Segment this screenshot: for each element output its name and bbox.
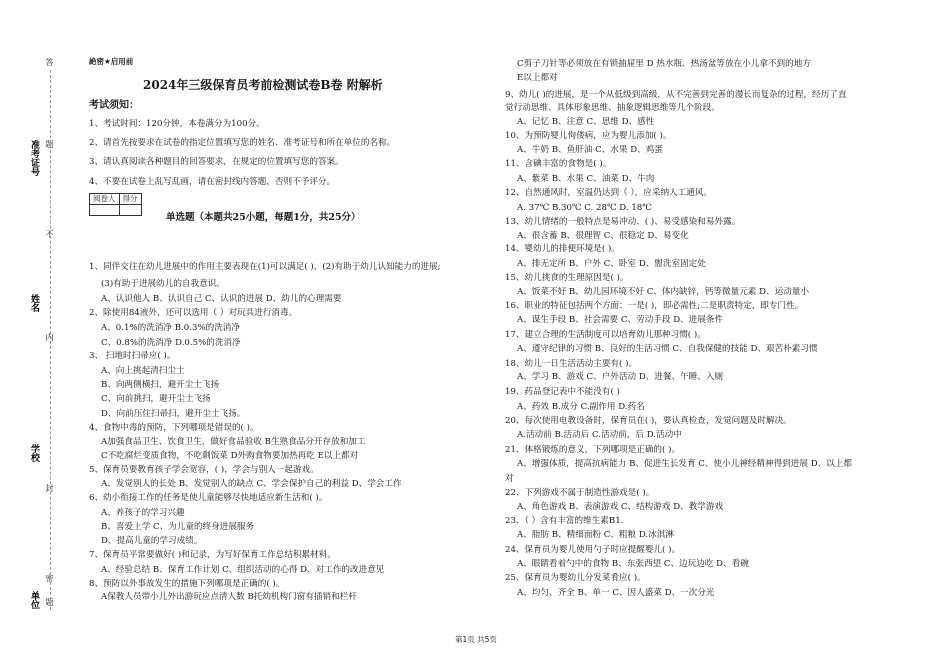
question-line: 18、幼儿一日生活活动主要有( )。 [505, 359, 638, 369]
question-line: C不吃腐烂变质食物，不吃剩饭菜 D外购食物要加热再吃 E以上都对 [101, 451, 359, 461]
question-line: 觉行动思维、具体形象思维、抽象逻辑思维等几个阶段。 [505, 103, 720, 113]
question-line: A、谋生手段 B、社会需要 C、劳动手段 D、进展条件 [517, 315, 724, 325]
question-line: A、0.1%的洗消净 B.0.3%的洗消净 [101, 323, 240, 333]
question-line: 11、含碘丰富的食物是( )。 [505, 159, 612, 169]
section-title: 单选题（本题共25小题，每题1分，共25分） [166, 212, 361, 223]
margin-label: 姓名 [29, 294, 39, 312]
question-line: 6、幼小衔接工作的任务是使儿童能够尽快地适应新生活和( )。 [89, 493, 328, 503]
question-line: 9、幼儿( )的进展，是一个从低级到高级，从不完善到完善的漫长而复杂的过程，经历了直 [505, 90, 847, 100]
question-line: A、很含蓄 B、很理智 C、很稳定 D、易变化 [517, 231, 689, 241]
question-line: 14、婴幼儿的排便环境是( )。 [505, 244, 620, 254]
notice-item: 4、不要在试卷上乱写乱画，请在密封线内答题，否则不予评分。 [89, 177, 336, 187]
margin-seal-text: 题 [45, 598, 54, 606]
question-line: 23、（ ）含有丰富的维生素B1. [505, 516, 624, 526]
exam-title: 2024年三级保育员考前检测试卷B卷 附解析 [143, 78, 383, 92]
question-line: A、经验总结 B、保育工作计划 C、组织活动的心得 D、对工作的改进意见 [101, 565, 385, 575]
question-line: 4、食物中毒的预防，下列哪项是错误的( )。 [89, 423, 259, 433]
question-line: A、牛奶 B、鱼肝油 C、水果 D、鸡蛋 [517, 145, 663, 155]
question-line: A、药效 B.成分 C.副作用 D.药名 [517, 402, 645, 412]
reviewer-cell: 阅卷人 [90, 194, 120, 205]
question-line: 19、药品登记表中不能没有( ) [505, 387, 620, 397]
reviewer-input[interactable] [90, 205, 120, 216]
question-line: 3、 扫地时扫帚应( )。 [89, 351, 176, 361]
question-line: A保教人员带小儿外出游玩应点清人数 B托幼机构门窗有插销和栏杆 [101, 592, 357, 602]
question-line: C、0.8%的洗消净 D.0.5%的洗消净 [101, 338, 241, 348]
question-line: 12、自然通风时，室温仍达到（ ），应采纳人工通风。 [505, 188, 713, 198]
confidential-note: 絶密★启用前 [89, 57, 134, 66]
question-line: D、向前压住扫帚扫，避开尘土飞扬。 [101, 409, 246, 419]
question-line: 2、除使用84液外，还可以选用（ ）对玩具进行消毒。 [89, 308, 298, 318]
margin-seal-text: 封 [45, 484, 54, 492]
score-input[interactable] [119, 205, 141, 216]
question-line: 对 [505, 474, 514, 484]
question-line: 21、体格锻炼的意义，下列哪项是正确的( )。 [505, 445, 681, 455]
margin-label: 学校 [29, 444, 39, 462]
question-line: A加强食品卫生、饮食卫生，做好食品验收 B生熟食品分开存放和加工 [101, 437, 366, 447]
question-line: A、记忆 B、注意 C、思维 D、感性 [517, 117, 655, 127]
question-line: A、向上挑起清扫尘土 [101, 366, 185, 376]
question-line: 10、为预防婴儿佝偻病，应为婴儿添加( )。 [505, 131, 672, 141]
margin-label: 准考证号 [29, 140, 39, 176]
question-line: D、提高儿童的学习成绩。 [101, 536, 203, 546]
notice-item: 1、考试时间：120分钟，本卷满分为100分。 [89, 119, 265, 129]
question-line: 16、职业的特征包括两个方面：一是( )，即必需性;二是职责特定，即专门性。 [505, 301, 804, 311]
question-line: A、眼睛看着勺中的食物 B、东张西望 C、边玩边吃 D、看碗 [517, 559, 749, 569]
question-line: 25、保育员为婴幼儿分发菜肴应( )。 [505, 573, 646, 583]
margin-seal-text: 不 [45, 230, 54, 238]
margin-seal-text: 答 [45, 58, 54, 66]
question-line: A、均匀、齐全 B、单一 C、因人盛菜 D、一次分光 [517, 588, 715, 598]
margin-label: 单位 [29, 591, 39, 609]
question-line: C剪子刀针等必须放在有锁抽屉里 D 热水瓶、热汤盆等放在小儿拿不到的地方 [517, 59, 811, 69]
question-line: C、向前挑扫，避开尘土飞扬 [101, 394, 211, 404]
question-line: 24、保育员为婴儿使用勺子时应提醒婴儿( )。 [505, 545, 681, 555]
question-line: 7、保育员平常要做好( )和记录，为写好保育工作总结积累材料。 [89, 550, 336, 560]
question-line: 5、保育员要教育孩子学会宽容，( )，学会与别人一起游戏。 [89, 465, 319, 475]
question-line: A、认识他人 B、认识自己 C、认识的进展 D、幼儿的心理需要 [101, 294, 342, 304]
margin-seal-text: 密 [45, 574, 54, 582]
question-line: A、学习 B、游戏 C、户外活动 D、进餐、午睡、入厕 [517, 372, 724, 382]
question-line: A、角色游戏 B、表演游戏 C、结构游戏 D、教学游戏 [517, 502, 724, 512]
question-line: A. 37℃ B.30℃ C. 28℃ D. 18℃ [517, 203, 652, 213]
question-line: B、喜爱上学 C、为儿童的终身进展服务 [101, 522, 255, 532]
question-line: A、养孩子的学习兴趣 [101, 508, 185, 518]
page-footer: 第1页 共5页 [455, 635, 497, 644]
question-line: (3)有助于进展幼儿的自我意识。 [101, 279, 225, 289]
question-line: 17、建立合理的生活制度可以培育幼儿那种习惯( )。 [505, 330, 706, 340]
margin-seal-text: 题 [45, 140, 54, 148]
notice-item: 3、请认真阅读各种题目的回答要求，在规定的位置填写您的答案。 [89, 157, 344, 167]
question-line: 13、幼儿情绪的一般特点是易冲动、( )、易受感染和易外露。 [505, 217, 741, 227]
question-line: A.活动前 B.活动后 C.活动前，后 D.活动中 [517, 430, 682, 440]
score-cell: 得分 [119, 194, 141, 205]
question-line: 1、同伴交往在幼儿进展中的作用主要表现在(1)可以满足( )，(2)有助于幼儿认知能力的进展; [89, 262, 441, 272]
score-table [89, 193, 142, 216]
question-line: A、遵守纪律的习惯 B、良好的生活习惯 C、自我保健的技能 D、艰苦朴素习惯 [517, 344, 818, 354]
question-line: 20、每次使用电教设备时，保育员在( )，要认真检查，发觉问题及时解决。 [505, 416, 792, 426]
question-line: A、增强体质，提高抗病能力 B、促进生长发育 C、使小儿神经精神得到进展 D、以上都 [517, 459, 852, 469]
question-line: A、排无定所 B、户外 C、卧室 D、盥洗室固定处 [517, 259, 706, 269]
question-line: A、紫菜 B、水果 C、油菜 D、牛肉 [517, 174, 655, 184]
question-line: A、脂肪 B、精细面粉 C、粗粮 D.冰淇淋 [517, 530, 674, 540]
question-line: A、发觉别人的长处 B、发觉别人的缺点 C、学会保护自己的利益 D、学会工作 [101, 479, 402, 489]
question-line: 15、幼儿挑食的生理原因是( )。 [505, 273, 629, 283]
question-line: A、饭菜不好 B、幼儿园环境不好 C、体内缺锌，钙等微量元素 D、运动量小 [517, 287, 809, 297]
question-line: 8、预防以外事故发生的措施下列哪项是正确的( )。 [89, 579, 285, 589]
notice-heading: 考试须知： [89, 100, 139, 111]
question-line: B、向两侧横扫，避开尘土飞扬 [101, 380, 220, 390]
notice-item: 2、请首先按要求在试卷的指定位置填写您的姓名、准考证号和所在单位的名称。 [89, 138, 396, 148]
question-line: E以上都对 [517, 73, 558, 83]
seal-line [50, 70, 51, 610]
question-line: 22、下列游戏不属于制造性游戏是( )。 [505, 488, 655, 498]
margin-seal-text: 内 [45, 333, 54, 341]
